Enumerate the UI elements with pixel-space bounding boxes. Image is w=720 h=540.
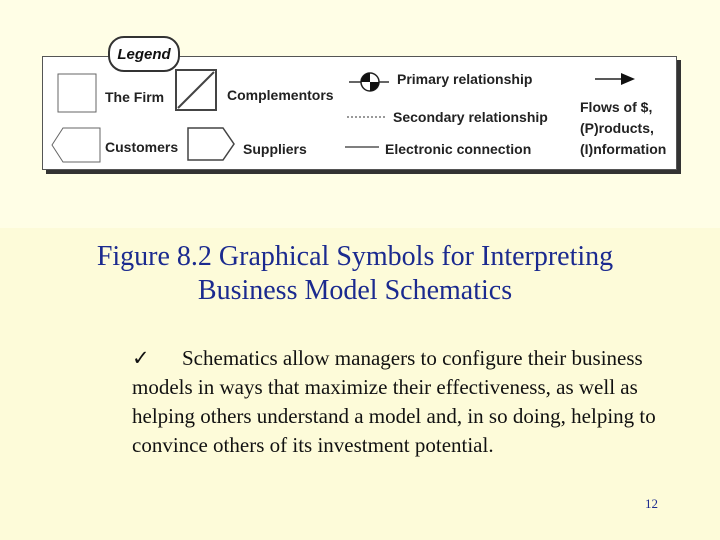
primary-relationship-icon (347, 67, 391, 97)
firm-square-icon (57, 73, 97, 113)
label-flows-line1: Flows of $, (580, 99, 653, 115)
legend-title: Legend (108, 36, 180, 72)
figure-caption (40, 240, 670, 308)
checkmark-icon: ✓ (132, 346, 150, 370)
page-number: 12 (645, 496, 658, 511)
label-the-firm: The Firm (105, 89, 165, 105)
label-secondary-relationship: Secondary relationship (393, 109, 548, 125)
caption-line-1: Figure 8.2 Graphical Symbols for Interpreting (96, 241, 614, 272)
suppliers-shape-icon (187, 127, 235, 161)
label-flows-line2: (P)roducts, (580, 120, 654, 136)
complementors-square-icon (175, 69, 217, 111)
caption-line-2: Business Model Schematics (197, 275, 513, 306)
label-primary-relationship: Primary relationship (397, 71, 533, 87)
customers-shape-icon (51, 127, 101, 163)
label-complementors: Complementors (227, 87, 334, 103)
label-flows-line3: (I)nformation (580, 141, 667, 157)
label-electronic-connection: Electronic connection (385, 141, 532, 157)
flow-arrow-icon (595, 73, 635, 85)
bullet-paragraph (132, 344, 677, 460)
secondary-relationship-line (347, 115, 387, 119)
label-customers: Customers (105, 139, 179, 155)
bullet-text: Schematics allow managers to configure their business models in ways that maximize their effectiveness, as well as helping others understand a model and, in so doing, helping to convince others of its investment potential. (132, 346, 656, 457)
electronic-connection-line (345, 145, 379, 149)
legend-box (42, 56, 677, 170)
label-suppliers: Suppliers (243, 141, 307, 157)
